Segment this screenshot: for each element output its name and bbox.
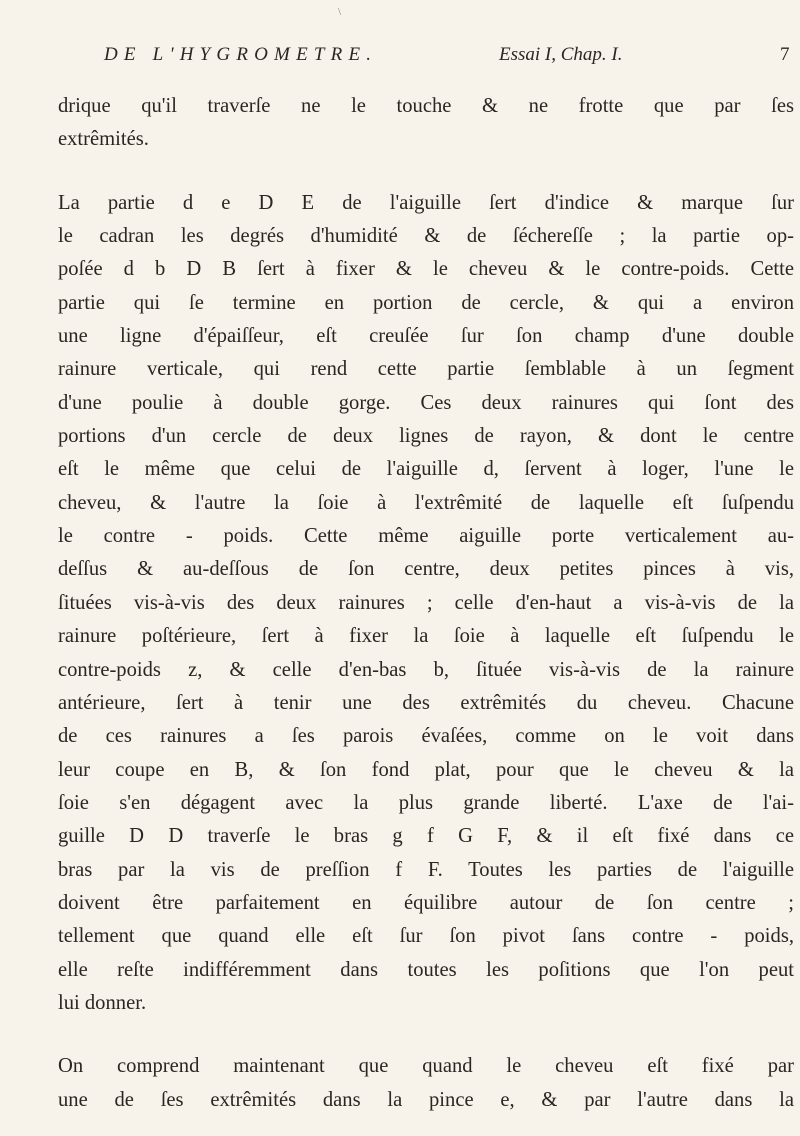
- text-line: tellement que quand elle eſt ſur ſon pivot ſans contre - poids,: [58, 925, 794, 948]
- text-line: deſſus & au-deſſous de ſon centre, deux petites pinces à vis,: [58, 558, 794, 581]
- text-line: elle reſte indifféremment dans toutes les poſitions que l'on peut: [58, 958, 794, 981]
- text-line: drique qu'il traverſe ne le touche & ne frotte que par ſes: [58, 95, 794, 117]
- page-number: 7: [780, 44, 790, 65]
- running-header: [104, 44, 794, 84]
- text-line: le cadran les degrés d'humidité & de ſéchereſſe ; la partie op-: [58, 225, 794, 248]
- body-text: [58, 90, 794, 1117]
- text-line: portions d'un cercle de deux lignes de rayon, & dont le centre: [58, 425, 794, 448]
- text-line: extrêmités.: [58, 128, 149, 151]
- text-line: antérieure, ſert à tenir une des extrêmités du cheveu. Chacune: [58, 691, 794, 714]
- text-line: rainure poſtérieure, ſert à fixer la ſoie à laquelle eſt ſuſpendu le: [58, 625, 794, 648]
- text-line: une de ſes extrêmités dans la pince e, & par l'autre dans la: [58, 1088, 794, 1111]
- text-line: On comprend maintenant que quand le cheveu eſt fixé par: [58, 1055, 794, 1078]
- text-line: contre-poids z, & celle d'en-bas b, ſituée vis-à-vis de la rainure: [58, 658, 794, 681]
- text-line: La partie d e D E de l'aiguille ſert d'indice & marque ſur: [58, 191, 794, 214]
- text-line: ſituées vis-à-vis des deux rainures ; celle d'en-haut a vis-à-vis de la: [58, 591, 794, 614]
- page-marker: \: [338, 6, 342, 18]
- text-line: partie qui ſe termine en portion de cercle, & qui a environ: [58, 291, 794, 314]
- text-line: poſée d b D B ſert à fixer & le cheveu & le contre-poids. Cette: [58, 258, 794, 281]
- text-line: doivent être parfaitement en équilibre autour de ſon centre ;: [58, 891, 794, 914]
- text-line: rainure verticale, qui rend cette partie ſemblable à un ſegment: [58, 358, 794, 381]
- text-line: leur coupe en B, & ſon fond plat, pour que le cheveu & la: [58, 758, 794, 781]
- text-line: ſoie s'en dégagent avec la plus grande liberté. L'axe de l'ai-: [58, 791, 794, 814]
- text-line: lui donner.: [58, 991, 147, 1014]
- text-line: eſt le même que celui de l'aiguille d, ſervent à loger, l'une le: [58, 458, 794, 481]
- text-line: guille D D traverſe le bras g f G F, & il eſt fixé dans ce: [58, 825, 794, 848]
- text-line: d'une poulie à double gorge. Ces deux rainures qui ſont des: [58, 391, 794, 414]
- text-line: de ces rainures a ſes parois évaſées, comme on le voit dans: [58, 725, 794, 748]
- text-line: cheveu, & l'autre la ſoie à l'extrêmité de laquelle eſt ſuſpendu: [58, 491, 794, 514]
- running-section: Essai I, Chap. I.: [499, 44, 623, 65]
- text-line: une ligne d'épaiſſeur, eſt creuſée ſur ſon champ d'une double: [58, 325, 794, 348]
- text-line: bras par la vis de preſſion f F. Toutes les parties de l'aiguille: [58, 858, 794, 881]
- text-line: le contre - poids. Cette même aiguille porte verticalement au-: [58, 525, 794, 548]
- running-title: DE L'HYGROMETRE.: [104, 44, 378, 65]
